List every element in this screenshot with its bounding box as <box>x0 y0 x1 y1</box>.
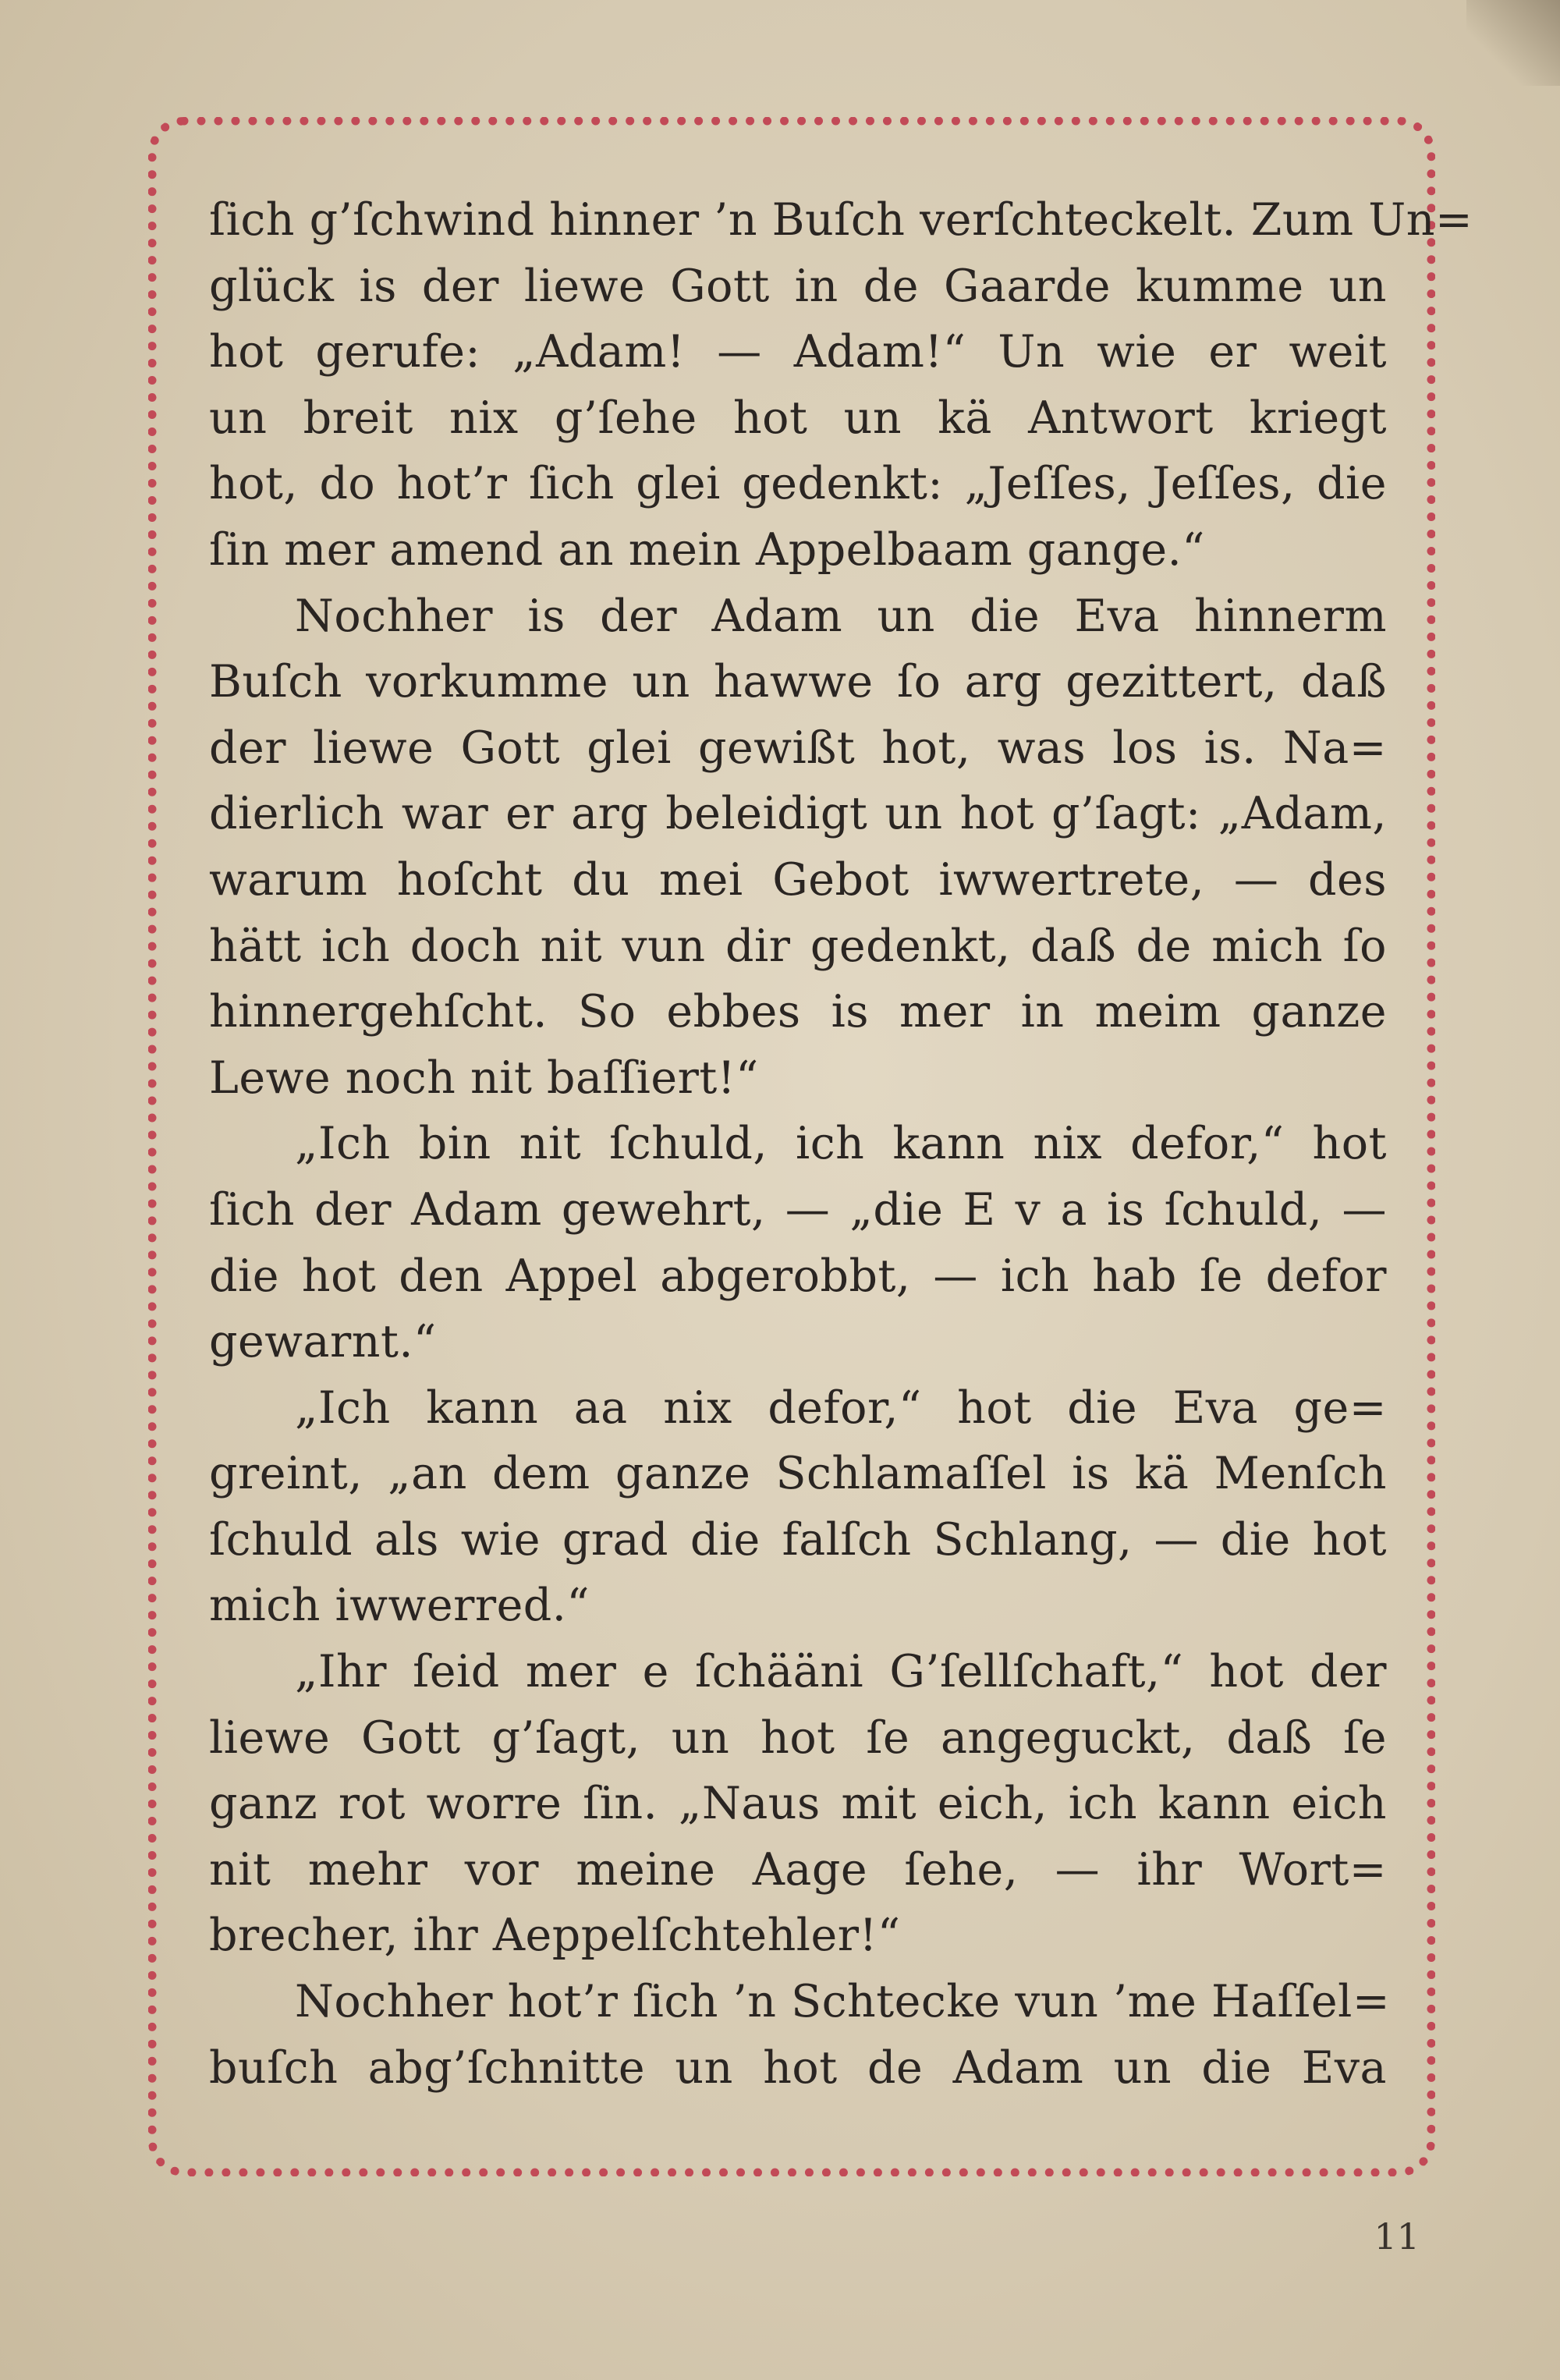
text-line: ganz rot worre ſin. „Naus mit eich, ich kann eich <box>209 1778 1387 1830</box>
text-line: un breit nix g’ſehe hot un kä Antwort kriegt <box>209 392 1387 444</box>
text-line: hot gerufe: „Adam! — Adam!“ Un wie er weit <box>209 326 1387 378</box>
text-line: der liewe Gott glei gewißt hot, was los is. Na= <box>209 722 1387 774</box>
text-line: „Ihr ſeid mer e ſchääni G’ſellſchaft,“ hot der <box>295 1646 1387 1698</box>
text-line: „Ich kann aa nix defor,“ hot die Eva ge= <box>295 1382 1387 1434</box>
body-text <box>209 187 1473 2101</box>
text-line: mich iwwerred.“ <box>209 1580 590 1632</box>
text-line: ſchuld als wie grad die falſch Schlang, — die hot <box>209 1513 1387 1566</box>
text-line: „Ich bin nit ſchuld, ich kann nix defor,“ hot <box>295 1118 1387 1170</box>
text-line: brecher, ihr Aeppelſchtehler!“ <box>209 1910 901 1962</box>
text-line: hätt ich doch nit vun dir gedenkt, daß de mich ſo <box>209 920 1387 972</box>
text-line: liewe Gott g’ſagt, un hot ſe angeguckt, daß ſe <box>209 1711 1387 1764</box>
text-line: hinnergehſcht. So ebbes is mer in meim ganze <box>209 986 1387 1038</box>
text-line: ſich g’ſchwind hinner ’n Buſch verſchteckelt. Zum Un= <box>209 194 1473 246</box>
page-number: 11 <box>1374 2215 1420 2258</box>
text-line: Buſch vorkumme un hawwe ſo arg gezittert, daß <box>209 656 1387 708</box>
text-line: die hot den Appel abgerobbt, — ich hab ſe defor <box>209 1250 1387 1302</box>
text-line: greint, „an dem ganze Schlamaſſel is kä Menſch <box>209 1448 1387 1500</box>
text-line: Nochher is der Adam un die Eva hinnerm <box>295 590 1387 642</box>
text-line: hot, do hot’r ſich glei gedenkt: „Jeſſes, Jeſſes, die <box>209 458 1387 510</box>
text-line: ſich der Adam gewehrt, — „die E v a is ſchuld, — <box>209 1183 1387 1236</box>
text-line: nit mehr vor meine Aage ſehe, — ihr Wort= <box>209 1843 1387 1896</box>
text-line: gewarnt.“ <box>209 1316 437 1368</box>
text-line: buſch abg’ſchnitte un hot de Adam un die Eva <box>209 2041 1387 2094</box>
text-line: dierlich war er arg beleidigt un hot g’ſagt: „Adam, <box>209 788 1387 840</box>
text-line: glück is der liewe Gott in de Gaarde kumme un <box>209 260 1387 312</box>
text-line: Lewe noch nit baſſiert!“ <box>209 1052 759 1104</box>
text-line: ſin mer amend an mein Appelbaam gange.“ <box>209 523 1205 576</box>
text-line: Nochher hot’r ſich ’n Schtecke vun ’me Haſſel= <box>295 1976 1391 2028</box>
page-corner-shadow <box>1466 0 1560 86</box>
text-line: warum hoſcht du mei Gebot iwwertrete, — des <box>209 853 1387 906</box>
